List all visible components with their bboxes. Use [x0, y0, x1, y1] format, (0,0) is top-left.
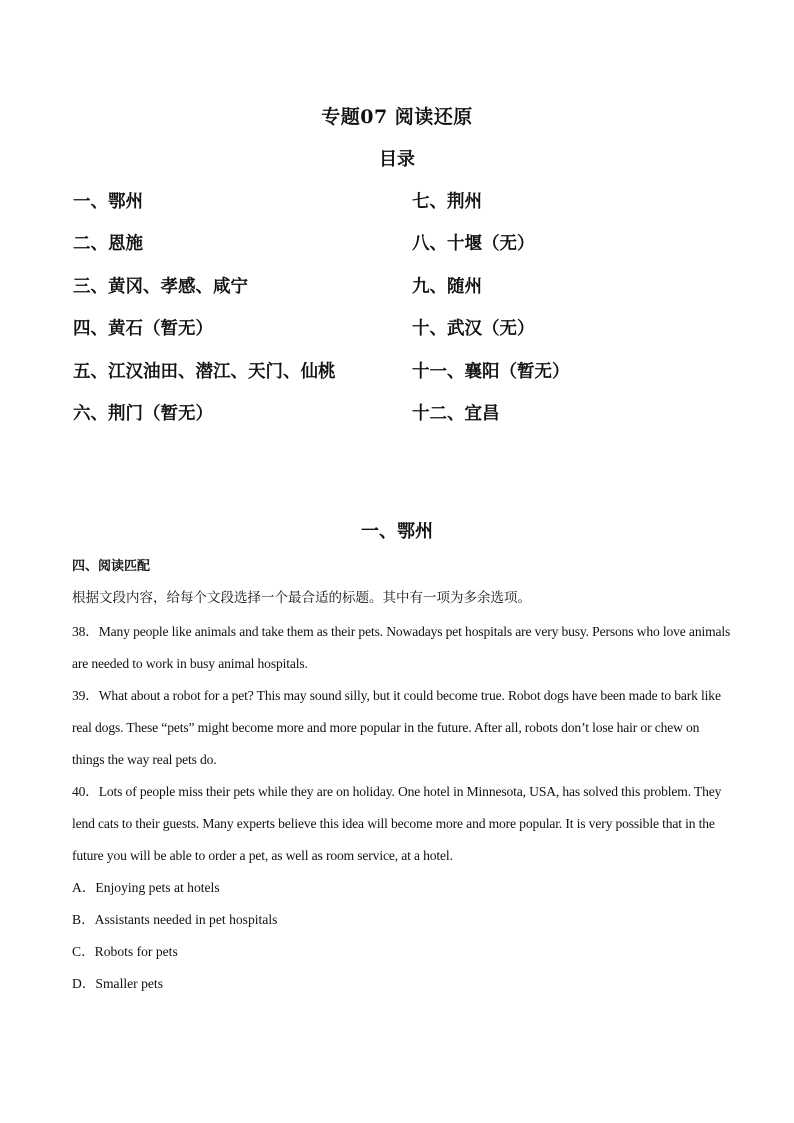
toc-left-column [73, 188, 336, 442]
section-heading: 一、鄂州 [361, 521, 433, 542]
toc-item[interactable]: 十、武汉（无） [412, 319, 535, 340]
reading-paragraph: 38．Many people like animals and take them as their pets. Nowadays pet hospitals are very busy. Persons who love animals are needed to work in busy animal hospitals. [72, 624, 731, 671]
reading-paragraph: 40．Lots of people miss their pets while they are on holiday. One hotel in Minnesota, USA, has solved this problem. They lend cats to their guests. Many experts believe this idea will become more and more popular. It is very possible that in the future you will be able to order a pet, as well as room service, at a hotel. [72, 784, 722, 863]
toc-item[interactable]: 三、黄冈、孝感、咸宁 [73, 276, 248, 297]
toc-item[interactable]: 九、随州 [412, 276, 482, 297]
answer-option: D．Smaller pets [72, 976, 163, 991]
toc-item[interactable]: 四、黄石（暂无） [73, 319, 213, 340]
toc-item[interactable]: 一、鄂州 [73, 192, 143, 212]
answer-option: C．Robots for pets [72, 944, 178, 959]
toc-right-column [412, 188, 570, 442]
toc-item[interactable]: 七、荆州 [412, 192, 482, 212]
section-content [72, 556, 732, 1000]
instruction-text: 根据文段内容，给每个文段选择一个最合适的标题。其中有一项为多余选项。 [72, 590, 531, 606]
toc-item[interactable]: 八、十堰（无） [412, 234, 535, 255]
toc-item[interactable]: 五、江汉油田、潜江、天门、仙桃 [73, 361, 336, 382]
answer-option: A．Enjoying pets at hotels [72, 880, 220, 895]
toc-item[interactable]: 十二、宜昌 [412, 403, 500, 424]
reading-paragraph: 39．What about a robot for a pet? This may sound silly, but it could become true. Robot dogs have been made to bark like real dogs. These “pets” might become more and more popular in the future. After all, robots don’t lose hair or chew on things the way real pets do. [72, 688, 721, 767]
toc-item[interactable]: 六、荆门（暂无） [73, 403, 213, 424]
toc-item[interactable]: 十一、襄阳（暂无） [412, 361, 570, 382]
toc-item[interactable]: 二、恩施 [73, 234, 143, 255]
answer-option: B．Assistants needed in pet hospitals [72, 912, 278, 927]
question-subheading: 四、阅读匹配 [72, 559, 151, 574]
toc-heading: 目录 [379, 149, 415, 170]
document-title: 专题07 阅读还原 [321, 106, 473, 128]
